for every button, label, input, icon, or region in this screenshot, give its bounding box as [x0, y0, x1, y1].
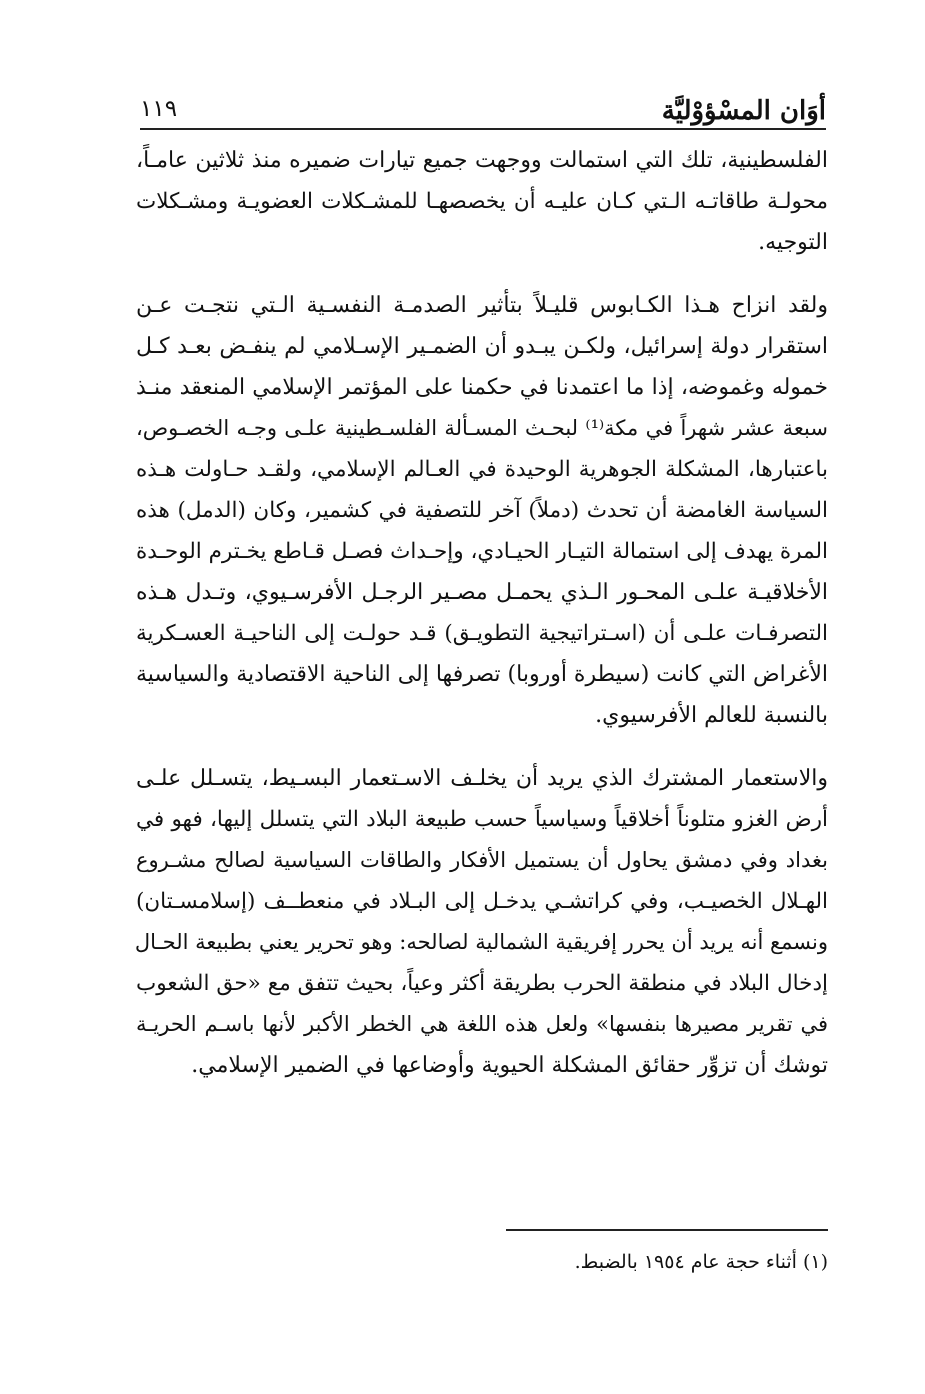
text-line: المرة يهدف إلى استمالة التيـار الحيـادي، وإحـداث فصـل قـاطع يخـترم الوحـدة: [136, 539, 828, 564]
text-line: إدخال البلاد في منطقة الحرب بطريقة أكثر وعياً، بحيث تتفق مع «حق الشعوب: [136, 971, 828, 996]
page-number: ١١٩: [140, 96, 178, 122]
text-line: محولـة طاقاتـه الـتي كـان عليـه أن يخصصهـا للمشـكلات العضويـة ومشـكلات: [136, 189, 828, 214]
running-title: أوَان المسْؤوْليَّة: [661, 96, 826, 126]
paragraph-3: [136, 758, 828, 1086]
text-line: الهـلال الخصيـب، وفي كراتشـي يدخـل إلى البـلاد في منعطــف (إسلامسـتان): [136, 889, 828, 914]
footnote-divider: [506, 1229, 828, 1231]
paragraph-1: [136, 140, 828, 263]
body-text: [136, 140, 828, 1086]
text-line: الأخلاقيـة علـى المحـور الـذي يحمـل مصـير الرجـل الأفرسـيوي، وتـدل هـذه: [136, 580, 828, 605]
text-line: سبعة عشر شهراً في مكة⁽¹⁾ لبحـث المسـألة الفلسـطينية علـى وجـه الخصـوص،: [136, 416, 828, 440]
text-line: والاستعمار المشترك الذي يريد أن يخلـف الاسـتعمار البسـيط، يتسـلل علـى: [136, 766, 828, 791]
text-line: ونسمع أنه يريد أن يحرر إفريقية الشمالية لصالحه: وهو تحرير يعني بطبيعة الحـال: [134, 930, 828, 954]
paragraph-spacer: [136, 736, 828, 758]
text-line: ولقد انزاح هـذا الكـابوس قليـلاً بتأثير الصدمـة النفسـية الـتي نتجـت عـن: [136, 293, 828, 318]
text-line: بغداد وفي دمشق يحاول أن يستميل الأفكار والطاقات السياسية لصالح مشـروع: [136, 848, 828, 872]
text-line: الأغراض التي كانت (سيطرة أوروبا) تصرفها إلى الناحية الاقتصادية والسياسية: [135, 662, 828, 687]
text-line: باعتبارها، المشكلة الجوهرية الوحيدة في العـالم الإسلامي، ولقـد حـاولت هـذه: [136, 457, 828, 482]
text-line: السياسة الغامضة أن تحدث (دملاً) آخر للتصفية في كشمير، وكان (الدمل) هذه: [136, 498, 828, 523]
text-line: في تقرير مصيرها بنفسها» ولعل هذه اللغة هي الخطر الأكبر لأنها باسـم الحريـة: [136, 1012, 828, 1036]
text-line: توشك أن تزوِّر حقائق المشكلة الحيوية وأوضاعها في الضمير الإسلامي.: [191, 1053, 828, 1078]
text-line: التصرفـات علـى أن (اسـتراتيجية التطويـق) قـد حولـت إلى الناحيـة العسـكرية: [136, 621, 828, 646]
text-line: الفلسطينية، تلك التي استمالت ووجهت جميع تيارات ضميره منذ ثلاثين عامـاً،: [136, 148, 828, 173]
footnote: (١) أثناء حجة عام ١٩٥٤ بالضبط.: [574, 1251, 828, 1273]
page-header: [140, 84, 826, 130]
text-line: خموله وغموضه، إذا ما اعتمدنا في حكمنا على المؤتمر الإسلامي المنعقد منـذ: [136, 375, 828, 400]
text-line: التوجيه.: [758, 230, 828, 255]
text-line: استقرار دولة إسرائيل، ولكـن يبـدو أن الضمـير الإسـلامي لم ينفـض بعـد كـل: [136, 334, 828, 359]
paragraph-2: [136, 285, 828, 736]
text-line: بالنسبة للعالم الأفرسيوي.: [595, 703, 828, 728]
paragraph-spacer: [136, 263, 828, 285]
text-line: أرض الغزو متلوناً أخلاقياً وسياسياً حسب طبيعة البلاد التي يتسلل إليها، فهو في: [136, 807, 828, 832]
